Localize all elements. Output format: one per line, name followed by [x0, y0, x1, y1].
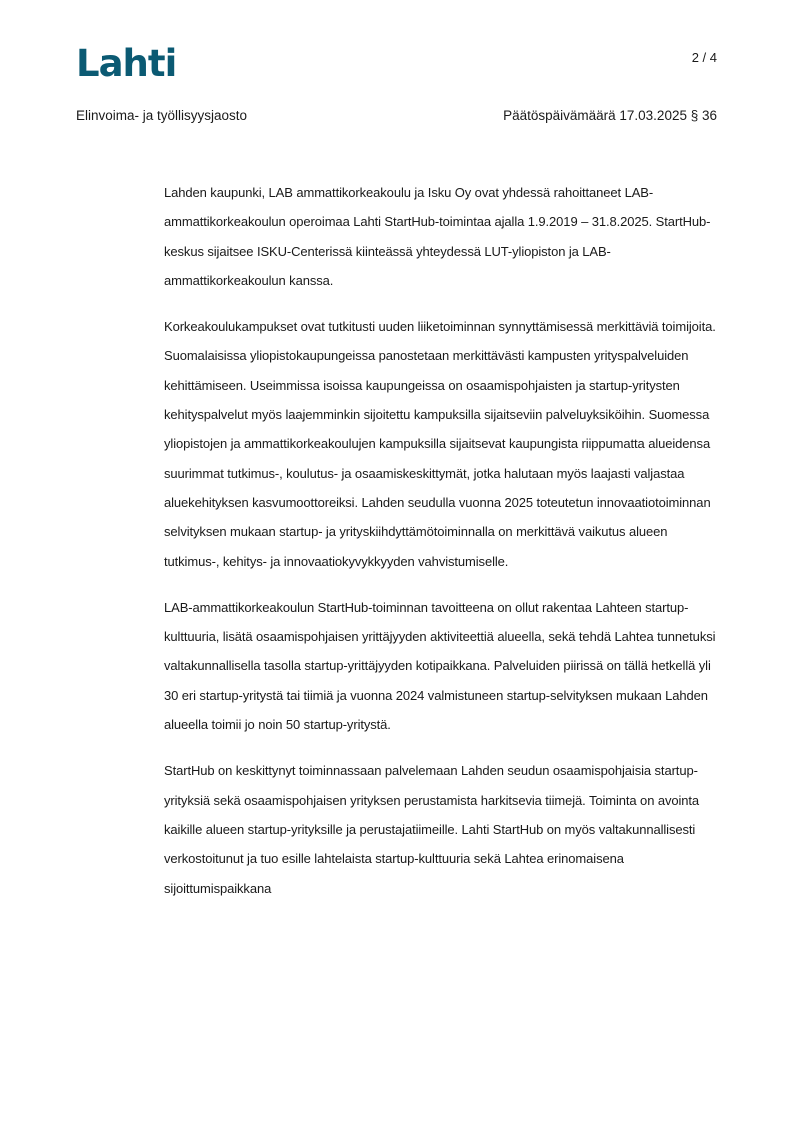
lahti-logo: Lahti — [76, 42, 177, 85]
document-body — [164, 178, 724, 920]
paragraph: LAB-ammattikorkeakoulun StartHub-toiminnan tavoitteena on ollut rakentaa Lahteen startup-kulttuuria, lisätä osaamispohjaisen yrittäjyyden aktiviteettiä alueella, sekä tehdä Lahtea tunnetuksi valtakunnallisella tasolla startup-yrittäjyyden kotipaikkana. Palveluiden piirissä on tällä hetkellä yli 30 eri startup-yritystä tai tiimiä ja vuonna 2024 valmistuneen startup-selvityksen mukaan Lahden alueella toimii jo noin 50 startup-yritystä. — [164, 599, 716, 733]
paragraph: StartHub on keskittynyt toiminnassaan palvelemaan Lahden seudun osaamispohjaisia startup-yrityksiä sekä osaamispohjaisen yrityksen perustamista harkitsevia tiimejä. Toiminta on avointa kaikille alueen startup-yrityksille ja perustajatiimeille. Lahti StartHub on myös valtakunnallisesti verkostoitunut ja tuo esille lahtelaista startup-kulttuuria sekä Lahtea erinomaisena sijoittumispaikkana — [164, 763, 700, 896]
decision-date: Päätöspäivämäärä 17.03.2025 § 36 — [503, 108, 717, 123]
org-unit: Elinvoima- ja työllisyysjaosto — [76, 108, 248, 123]
page-number: 2 / 4 — [691, 50, 717, 65]
paragraph: Lahden kaupunki, LAB ammattikorkeakoulu ja Isku Oy ovat yhdessä rahoittaneet LAB-ammattikorkeakoulun operoimaa Lahti StartHub-toimintaa ajalla 1.9.2019 – 31.8.2025. StartHub-keskus sijaitsee ISKU-Centerissä kiinteässä yhteydessä LUT-yliopiston ja LAB-ammattikorkeakoulun kanssa. — [164, 185, 711, 288]
paragraph: Korkeakoulukampukset ovat tutkitusti uuden liiketoiminnan synnyttämisessä merkittäviä toimijoita. Suomalaisissa yliopistokaupungeissa panostetaan merkittävästi kampusten yrityspalveluiden kehittämiseen. Useimmissa isoissa kaupungeissa on osaamispohjaisten ja startup-yritysten kehityspalvelut myös laajemminkin sijoitettu kampuksilla sijaitseviin palveluyksiköihin. Suomessa yliopistojen ja ammattikorkeakoulujen kampuksilla sijaitsevat kaupungista riippumatta alueidensa suurimmat tutkimus-, koulutus- ja osaamiskeskittymät, jotka halutaan myös laajasti valjastaa aluekehityksen kasvumoottoreiksi. Lahden seudulla vuonna 2025 toteutetun innovaatiotoiminnan selvityksen mukaan startup- ja yrityskiihdyttämötoiminnalla on merkittävä vaikutus alueen tutkimus-, kehitys- ja innovaatiokyvykkyyden vahvistumiselle. — [164, 319, 716, 569]
